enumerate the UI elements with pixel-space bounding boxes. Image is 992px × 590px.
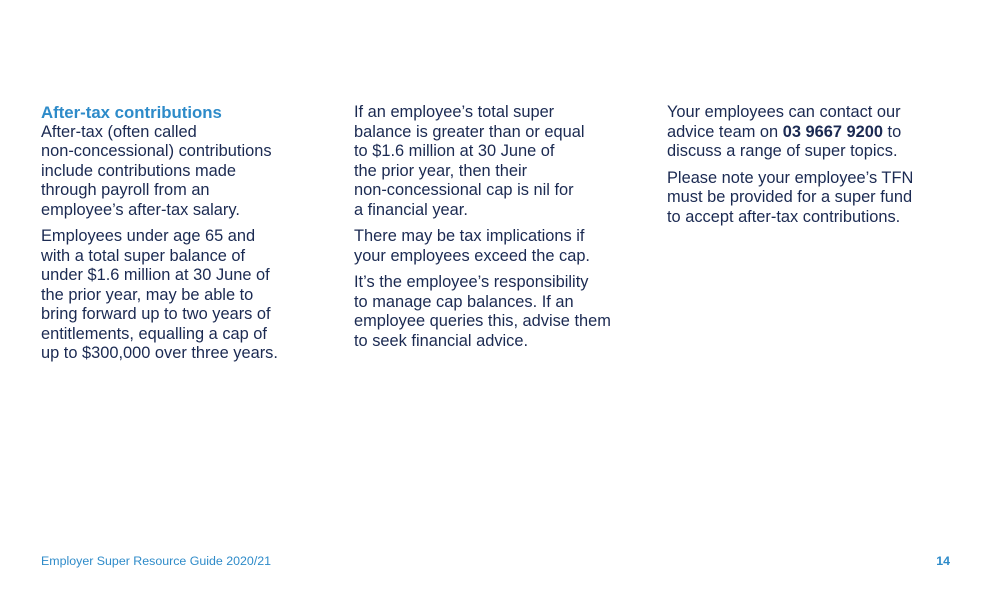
text-line: under $1.6 million at 30 June of (41, 266, 270, 284)
text-line: to $1.6 million at 30 June of (354, 142, 555, 160)
text-line: non-concessional cap is nil for (354, 181, 574, 199)
text-line: to accept after-tax contributions. (667, 207, 901, 226)
text-line: include contributions made (41, 161, 236, 180)
paragraph-definition (41, 123, 316, 221)
text-line: bring forward up to two years of (41, 305, 271, 323)
text-line: If an employee’s total super (354, 103, 555, 121)
text-line: your employees exceed the cap. (354, 246, 590, 265)
text-line: employee’s after-tax salary. (41, 200, 240, 219)
paragraph-tfn-note (667, 169, 957, 228)
column-cap-details (354, 103, 644, 358)
footer-document-title: Employer Super Resource Guide 2020/21 (41, 554, 272, 568)
text-line: the prior year, may be able to (41, 285, 254, 304)
phone-number: 03 9667 9200 (782, 122, 883, 141)
text-line: up to $300,000 over three years. (41, 344, 278, 362)
text-line: Your employees can contact our (667, 103, 901, 121)
text-line: a financial year. (354, 200, 468, 219)
text-line: employee queries this, advise them (354, 312, 611, 330)
paragraph-nil-cap (354, 103, 644, 220)
text-line: the prior year, then their (354, 161, 528, 180)
text-line: It’s the employee’s responsibility (354, 273, 589, 291)
text-line: with a total super balance of (41, 246, 246, 265)
text-line: After-tax (often called (41, 122, 197, 141)
text-line: discuss a range of super topics. (667, 142, 898, 160)
page-number: 14 (936, 554, 950, 568)
paragraph-bring-forward (41, 227, 316, 364)
paragraph-responsibility (354, 273, 644, 351)
text-line: entitlements, equalling a cap of (41, 324, 267, 343)
column-contact (667, 103, 957, 234)
text-line: to manage cap balances. If an (354, 292, 574, 311)
text-line: balance is greater than or equal (354, 122, 585, 141)
text-line: Employees under age 65 and (41, 227, 256, 245)
text-line: must be provided for a super fund (667, 188, 913, 206)
text-line: to seek financial advice. (354, 331, 529, 350)
text-line: Please note your employee’s TFN (667, 168, 914, 187)
paragraph-tax-implications (354, 227, 644, 266)
text-fragment: to (882, 122, 902, 141)
text-line-with-phone (667, 123, 957, 143)
text-line: There may be tax implications if (354, 227, 585, 245)
text-fragment: advice team on (667, 122, 783, 141)
column-after-tax-contributions (41, 103, 316, 371)
text-line: non-concessional) contributions (41, 142, 272, 160)
section-heading: After-tax contributions (41, 103, 222, 122)
paragraph-contact (667, 103, 957, 162)
text-line: through payroll from an (41, 181, 210, 199)
